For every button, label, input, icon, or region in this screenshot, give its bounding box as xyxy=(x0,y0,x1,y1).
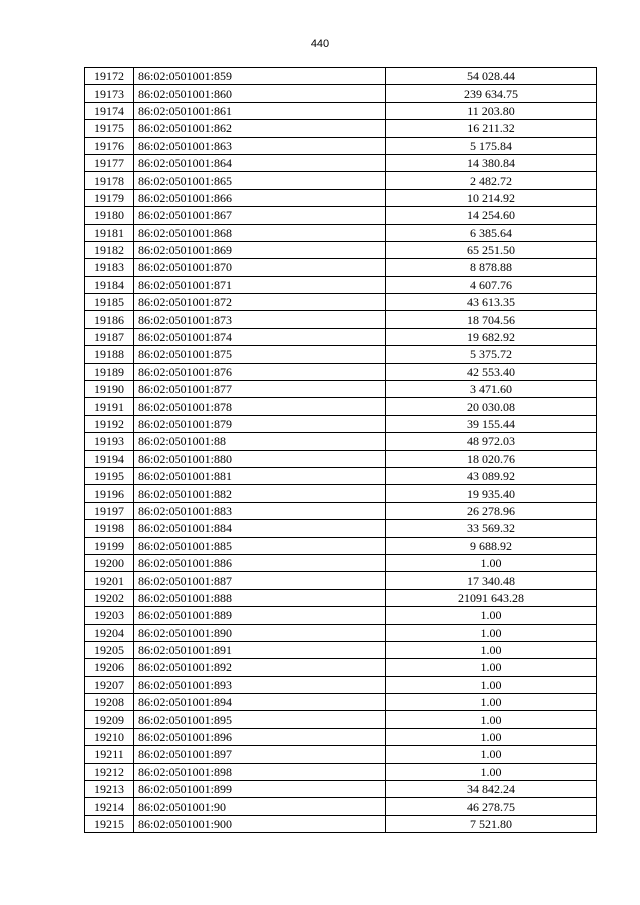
value-cell: 39 155.44 xyxy=(386,415,597,432)
value-cell: 43 613.35 xyxy=(386,294,597,311)
cadastral-number-cell: 86:02:0501001:874 xyxy=(134,328,386,345)
row-number-cell: 19208 xyxy=(85,694,134,711)
row-number-cell: 19182 xyxy=(85,241,134,258)
value-cell: 19 682.92 xyxy=(386,328,597,345)
cadastral-number-cell: 86:02:0501001:864 xyxy=(134,154,386,171)
table-row xyxy=(85,224,597,241)
table-row xyxy=(85,294,597,311)
cadastral-number-cell: 86:02:0501001:887 xyxy=(134,572,386,589)
cadastral-number-cell: 86:02:0501001:884 xyxy=(134,520,386,537)
value-cell: 1.00 xyxy=(386,659,597,676)
table-row xyxy=(85,815,597,832)
table-row xyxy=(85,241,597,258)
value-cell: 11 203.80 xyxy=(386,102,597,119)
value-cell: 46 278.75 xyxy=(386,798,597,815)
table-row xyxy=(85,485,597,502)
cadastral-number-cell: 86:02:0501001:888 xyxy=(134,589,386,606)
value-cell: 16 211.32 xyxy=(386,120,597,137)
table-row xyxy=(85,694,597,711)
value-cell: 19 935.40 xyxy=(386,485,597,502)
table-row xyxy=(85,363,597,380)
cadastral-number-cell: 86:02:0501001:877 xyxy=(134,381,386,398)
value-cell: 1.00 xyxy=(386,711,597,728)
row-number-cell: 19180 xyxy=(85,207,134,224)
row-number-cell: 19205 xyxy=(85,641,134,658)
row-number-cell: 19176 xyxy=(85,137,134,154)
cadastral-number-cell: 86:02:0501001:869 xyxy=(134,241,386,258)
cadastral-number-cell: 86:02:0501001:870 xyxy=(134,259,386,276)
row-number-cell: 19192 xyxy=(85,415,134,432)
table-row xyxy=(85,589,597,606)
row-number-cell: 19173 xyxy=(85,85,134,102)
table-row xyxy=(85,746,597,763)
cadastral-number-cell: 86:02:0501001:875 xyxy=(134,346,386,363)
table-row xyxy=(85,120,597,137)
value-cell: 18 704.56 xyxy=(386,311,597,328)
table-row xyxy=(85,450,597,467)
value-cell: 14 254.60 xyxy=(386,207,597,224)
table-row xyxy=(85,398,597,415)
value-cell: 1.00 xyxy=(386,554,597,571)
cadastral-number-cell: 86:02:0501001:898 xyxy=(134,763,386,780)
table-row xyxy=(85,711,597,728)
row-number-cell: 19209 xyxy=(85,711,134,728)
value-cell: 21091 643.28 xyxy=(386,589,597,606)
table-row xyxy=(85,433,597,450)
cadastral-number-cell: 86:02:0501001:893 xyxy=(134,676,386,693)
table-row xyxy=(85,624,597,641)
value-cell: 2 482.72 xyxy=(386,172,597,189)
value-cell: 9 688.92 xyxy=(386,537,597,554)
value-cell: 3 471.60 xyxy=(386,381,597,398)
row-number-cell: 19203 xyxy=(85,607,134,624)
value-cell: 1.00 xyxy=(386,746,597,763)
row-number-cell: 19214 xyxy=(85,798,134,815)
value-cell: 1.00 xyxy=(386,694,597,711)
value-cell: 5 375.72 xyxy=(386,346,597,363)
row-number-cell: 19190 xyxy=(85,381,134,398)
cadastral-number-cell: 86:02:0501001:866 xyxy=(134,189,386,206)
row-number-cell: 19195 xyxy=(85,467,134,484)
cadastral-number-cell: 86:02:0501001:865 xyxy=(134,172,386,189)
table-row xyxy=(85,328,597,345)
value-cell: 1.00 xyxy=(386,676,597,693)
table-row xyxy=(85,189,597,206)
value-cell: 54 028.44 xyxy=(386,68,597,85)
cadastral-number-cell: 86:02:0501001:891 xyxy=(134,641,386,658)
cadastral-number-cell: 86:02:0501001:868 xyxy=(134,224,386,241)
table-row xyxy=(85,276,597,293)
value-cell: 4 607.76 xyxy=(386,276,597,293)
table-row xyxy=(85,728,597,745)
table-row xyxy=(85,346,597,363)
row-number-cell: 19202 xyxy=(85,589,134,606)
row-number-cell: 19183 xyxy=(85,259,134,276)
cadastral-number-cell: 86:02:0501001:889 xyxy=(134,607,386,624)
value-cell: 17 340.48 xyxy=(386,572,597,589)
row-number-cell: 19201 xyxy=(85,572,134,589)
row-number-cell: 19186 xyxy=(85,311,134,328)
table-row xyxy=(85,137,597,154)
row-number-cell: 19211 xyxy=(85,746,134,763)
table-row xyxy=(85,763,597,780)
table-row xyxy=(85,607,597,624)
value-cell: 42 553.40 xyxy=(386,363,597,380)
cadastral-number-cell: 86:02:0501001:899 xyxy=(134,781,386,798)
cadastral-number-cell: 86:02:0501001:896 xyxy=(134,728,386,745)
registry-table-body xyxy=(85,68,597,833)
row-number-cell: 19215 xyxy=(85,815,134,832)
cadastral-number-cell: 86:02:0501001:878 xyxy=(134,398,386,415)
row-number-cell: 19198 xyxy=(85,520,134,537)
table-row xyxy=(85,415,597,432)
row-number-cell: 19204 xyxy=(85,624,134,641)
value-cell: 34 842.24 xyxy=(386,781,597,798)
table-row xyxy=(85,641,597,658)
row-number-cell: 19187 xyxy=(85,328,134,345)
row-number-cell: 19207 xyxy=(85,676,134,693)
cadastral-number-cell: 86:02:0501001:88 xyxy=(134,433,386,450)
value-cell: 1.00 xyxy=(386,607,597,624)
table-row xyxy=(85,676,597,693)
cadastral-number-cell: 86:02:0501001:871 xyxy=(134,276,386,293)
table-row xyxy=(85,781,597,798)
table-row xyxy=(85,659,597,676)
table-row xyxy=(85,467,597,484)
table-row xyxy=(85,172,597,189)
row-number-cell: 19194 xyxy=(85,450,134,467)
value-cell: 5 175.84 xyxy=(386,137,597,154)
value-cell: 239 634.75 xyxy=(386,85,597,102)
cadastral-number-cell: 86:02:0501001:886 xyxy=(134,554,386,571)
cadastral-number-cell: 86:02:0501001:881 xyxy=(134,467,386,484)
table-row xyxy=(85,68,597,85)
cadastral-number-cell: 86:02:0501001:882 xyxy=(134,485,386,502)
cadastral-number-cell: 86:02:0501001:879 xyxy=(134,415,386,432)
row-number-cell: 19193 xyxy=(85,433,134,450)
table-row xyxy=(85,259,597,276)
cadastral-number-cell: 86:02:0501001:872 xyxy=(134,294,386,311)
row-number-cell: 19177 xyxy=(85,154,134,171)
value-cell: 10 214.92 xyxy=(386,189,597,206)
row-number-cell: 19172 xyxy=(85,68,134,85)
table-row xyxy=(85,154,597,171)
cadastral-number-cell: 86:02:0501001:897 xyxy=(134,746,386,763)
table-row xyxy=(85,311,597,328)
row-number-cell: 19181 xyxy=(85,224,134,241)
row-number-cell: 19213 xyxy=(85,781,134,798)
value-cell: 43 089.92 xyxy=(386,467,597,484)
value-cell: 18 020.76 xyxy=(386,450,597,467)
row-number-cell: 19174 xyxy=(85,102,134,119)
table-row xyxy=(85,502,597,519)
row-number-cell: 19212 xyxy=(85,763,134,780)
cadastral-number-cell: 86:02:0501001:876 xyxy=(134,363,386,380)
row-number-cell: 19185 xyxy=(85,294,134,311)
row-number-cell: 19206 xyxy=(85,659,134,676)
value-cell: 33 569.32 xyxy=(386,520,597,537)
cadastral-number-cell: 86:02:0501001:860 xyxy=(134,85,386,102)
table-row xyxy=(85,207,597,224)
cadastral-number-cell: 86:02:0501001:892 xyxy=(134,659,386,676)
row-number-cell: 19184 xyxy=(85,276,134,293)
cadastral-number-cell: 86:02:0501001:90 xyxy=(134,798,386,815)
table-row xyxy=(85,798,597,815)
cadastral-number-cell: 86:02:0501001:859 xyxy=(134,68,386,85)
cadastral-number-cell: 86:02:0501001:867 xyxy=(134,207,386,224)
table-row xyxy=(85,537,597,554)
value-cell: 1.00 xyxy=(386,763,597,780)
row-number-cell: 19189 xyxy=(85,363,134,380)
row-number-cell: 19197 xyxy=(85,502,134,519)
value-cell: 48 972.03 xyxy=(386,433,597,450)
table-row xyxy=(85,381,597,398)
table-row xyxy=(85,572,597,589)
value-cell: 26 278.96 xyxy=(386,502,597,519)
row-number-cell: 19178 xyxy=(85,172,134,189)
row-number-cell: 19200 xyxy=(85,554,134,571)
row-number-cell: 19175 xyxy=(85,120,134,137)
cadastral-number-cell: 86:02:0501001:861 xyxy=(134,102,386,119)
table-row xyxy=(85,554,597,571)
cadastral-number-cell: 86:02:0501001:890 xyxy=(134,624,386,641)
cadastral-number-cell: 86:02:0501001:900 xyxy=(134,815,386,832)
cadastral-number-cell: 86:02:0501001:862 xyxy=(134,120,386,137)
cadastral-number-cell: 86:02:0501001:883 xyxy=(134,502,386,519)
value-cell: 14 380.84 xyxy=(386,154,597,171)
table-row xyxy=(85,520,597,537)
cadastral-number-cell: 86:02:0501001:894 xyxy=(134,694,386,711)
value-cell: 1.00 xyxy=(386,728,597,745)
page-number: 440 xyxy=(310,38,330,50)
row-number-cell: 19188 xyxy=(85,346,134,363)
cadastral-number-cell: 86:02:0501001:880 xyxy=(134,450,386,467)
row-number-cell: 19210 xyxy=(85,728,134,745)
value-cell: 65 251.50 xyxy=(386,241,597,258)
table-row xyxy=(85,102,597,119)
table-row xyxy=(85,85,597,102)
row-number-cell: 19179 xyxy=(85,189,134,206)
value-cell: 8 878.88 xyxy=(386,259,597,276)
registry-table xyxy=(84,67,597,833)
row-number-cell: 19199 xyxy=(85,537,134,554)
value-cell: 20 030.08 xyxy=(386,398,597,415)
cadastral-number-cell: 86:02:0501001:895 xyxy=(134,711,386,728)
value-cell: 1.00 xyxy=(386,624,597,641)
value-cell: 6 385.64 xyxy=(386,224,597,241)
cadastral-number-cell: 86:02:0501001:863 xyxy=(134,137,386,154)
row-number-cell: 19191 xyxy=(85,398,134,415)
value-cell: 1.00 xyxy=(386,641,597,658)
value-cell: 7 521.80 xyxy=(386,815,597,832)
cadastral-number-cell: 86:02:0501001:885 xyxy=(134,537,386,554)
row-number-cell: 19196 xyxy=(85,485,134,502)
cadastral-number-cell: 86:02:0501001:873 xyxy=(134,311,386,328)
